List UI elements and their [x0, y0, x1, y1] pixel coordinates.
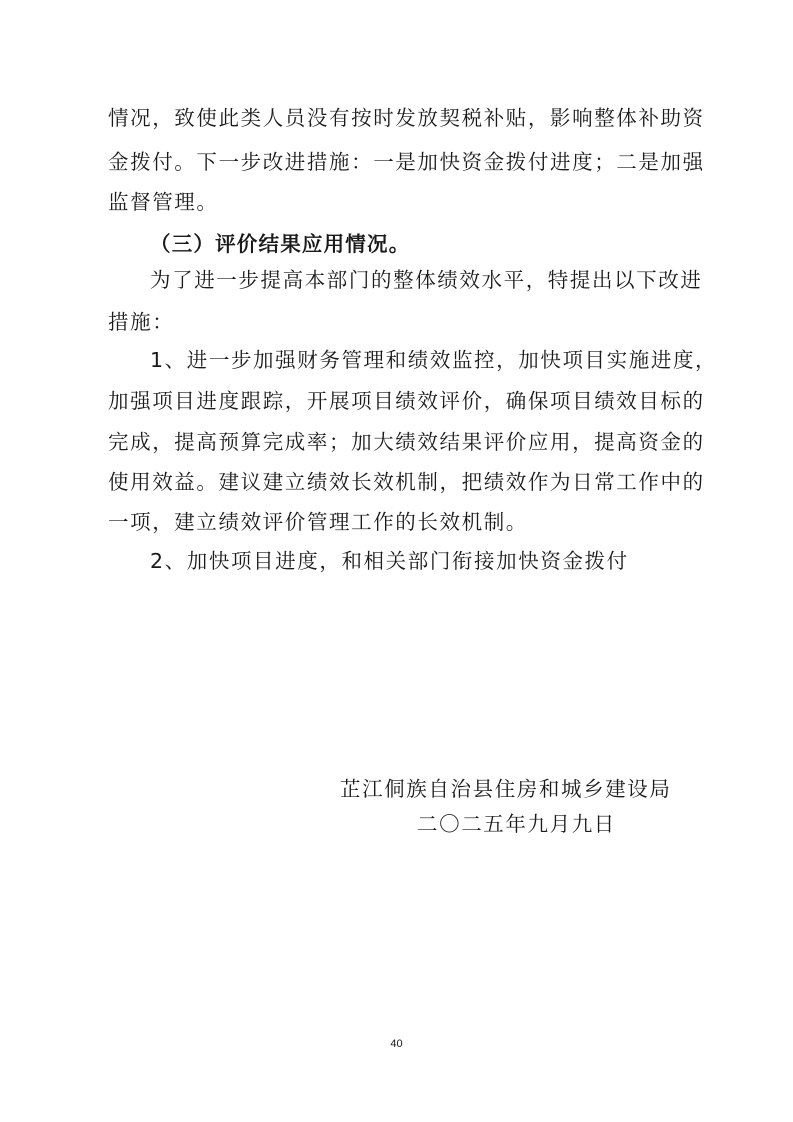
section-heading: （三）评价结果应用情况。 [150, 232, 411, 256]
list-item-line: 加强项目进度跟踪，开展项目绩效评价，确保项目绩效目标的 [108, 389, 705, 413]
paragraph-line: 监督管理。 [108, 190, 219, 214]
list-item-line: 完成，提高预算完成率；加大绩效结果评价应用，提高资金的 [108, 430, 705, 454]
paragraph-line: 情况，致使此类人员没有按时发放契税补贴，影响整体补助资 [108, 106, 705, 130]
list-item-line: 一项，建立绩效评价管理工作的长效机制。 [108, 510, 528, 534]
page-number: 40 [390, 1038, 403, 1050]
paragraph-line: 金拨付。下一步改进措施：一是加快资金拨付进度；二是加强 [108, 150, 705, 174]
signature-date: 二〇二五年九月九日 [417, 812, 616, 836]
list-item-line: 2、加快项目进度，和相关部门衔接加快资金拨付 [150, 549, 629, 573]
paragraph-line: 为了进一步提高本部门的整体绩效水平，特提出以下改进 [150, 268, 703, 292]
list-item-line: 1、进一步加强财务管理和绩效监控，加快项目实施进度， [150, 348, 718, 372]
paragraph-line: 措施： [108, 310, 175, 334]
signature-organization: 芷江侗族自治县住房和城乡建设局 [340, 777, 672, 801]
list-item-line: 使用效益。建议建立绩效长效机制，把绩效作为日常工作中的 [108, 470, 705, 494]
